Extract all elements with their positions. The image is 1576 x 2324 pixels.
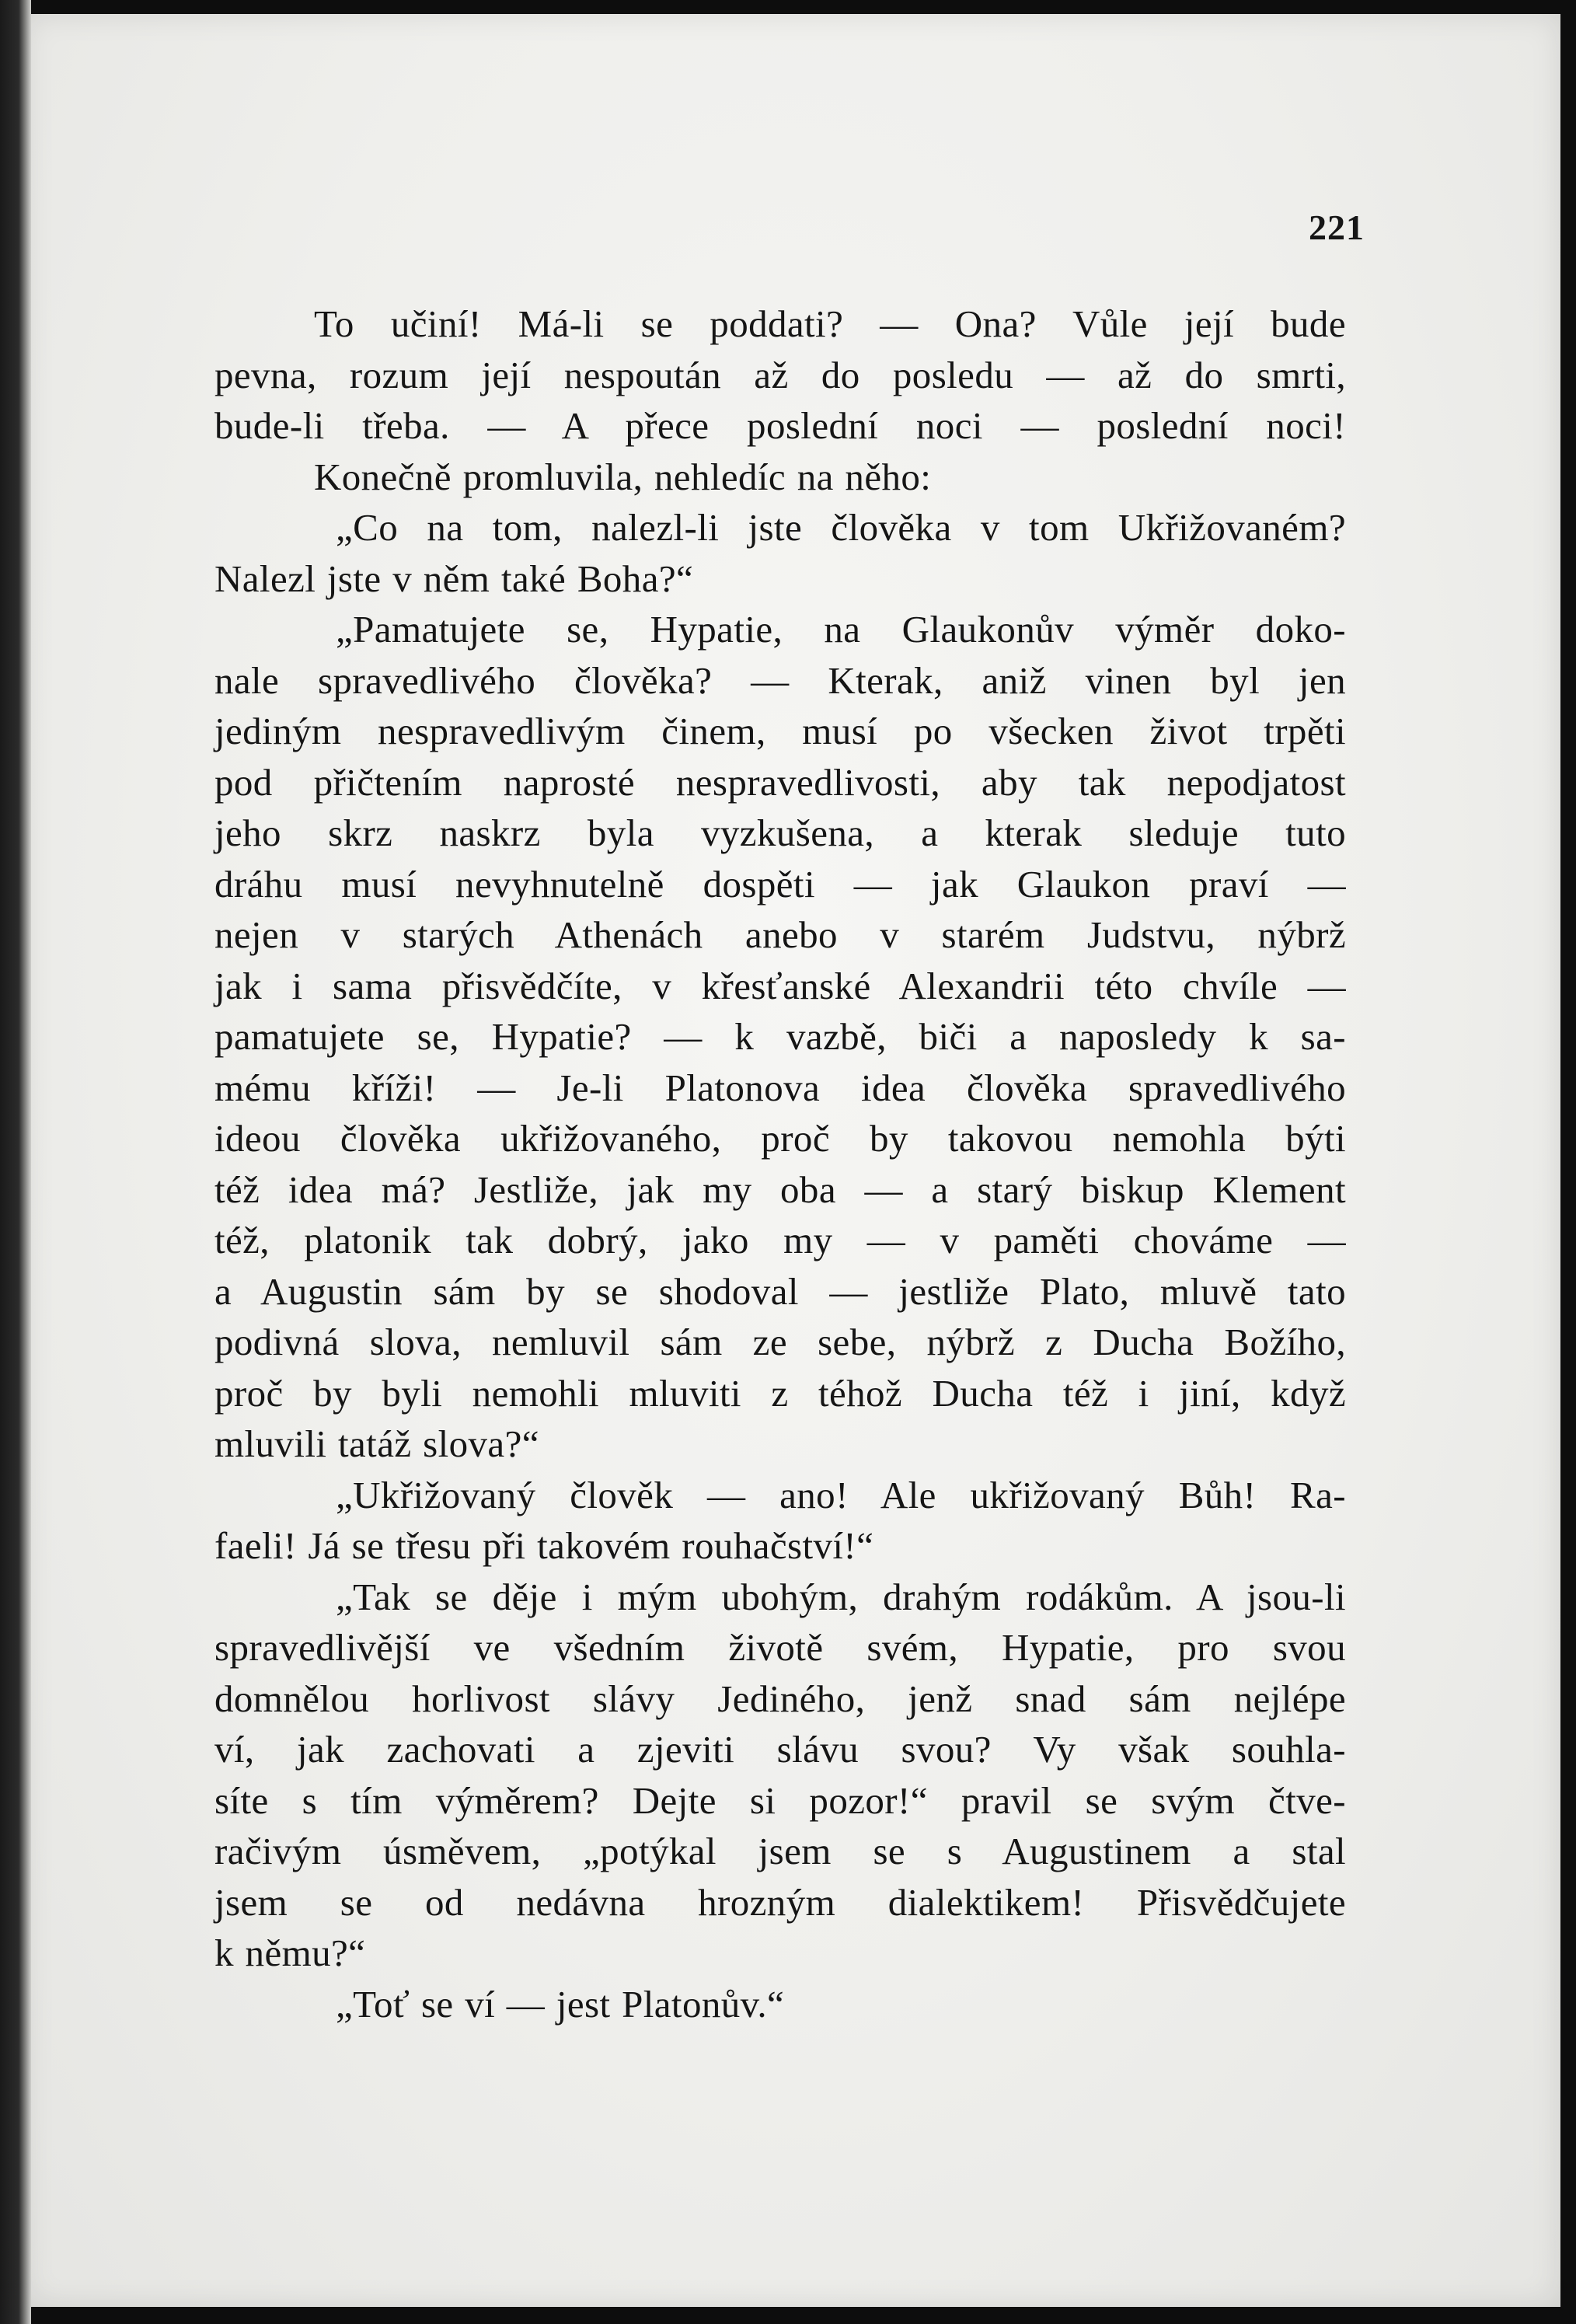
text-line: podivná slova, nemluvil sám ze sebe, nýbrž z Ducha Božího, — [214, 1321, 1346, 1363]
text-line: síte s tím výměrem? Dejte si pozor!“ pravil se svým čtve- — [214, 1778, 1346, 1822]
text-line: Konečně promluvila, nehledíc na něho: — [314, 455, 932, 498]
text-line: bude-li třeba. — A přece poslední noci — poslední noci! — [214, 404, 1346, 447]
text-line: dráhu musí nevyhnutelně dospěti — jak Glaukon praví — — [214, 862, 1346, 906]
text-line: spravedlivější ve všedním životě svém, Hypatie, pro svou — [214, 1626, 1346, 1669]
text-line: mému kříži! — Je-li Platonova idea člověka spravedlivého — [214, 1066, 1346, 1109]
text-line: a Augustin sám by se shodoval — jestliže Plato, mluvě tato — [214, 1269, 1346, 1313]
text-line: domnělou horlivost slávy Jediného, jenž snad sám nejlépe — [214, 1677, 1346, 1720]
text-line: nale spravedlivého člověka? — Kterak, aniž vinen byl jen — [214, 658, 1346, 702]
text-line: „Ukřižovaný člověk — ano! Ale ukřižovaný Bůh! Ra- — [336, 1473, 1346, 1516]
page-number: 221 — [1309, 208, 1365, 247]
text-line: proč by byli nemohli mluviti z téhož Ducha též i jiní, když — [214, 1371, 1346, 1415]
text-line: „Co na tom, nalezl-li jste člověka v tom Ukřižovaném? — [336, 506, 1346, 549]
text-line: pod přičtením naprosté nespravedlivosti, aby tak nepodjatost — [214, 760, 1346, 804]
text-line: „Pamatujete se, Hypatie, na Glaukonův výměr doko- — [336, 608, 1346, 651]
text-line: račivým úsměvem, „potýkal jsem se s Augustinem a stal — [214, 1830, 1346, 1872]
text-line: mluvili tatáž slova?“ — [214, 1422, 539, 1465]
text-line: pamatujete se, Hypatie? — k vazbě, biči a naposledy k sa- — [214, 1015, 1346, 1058]
text-line: nejen v starých Athenách anebo v starém Judstvu, nýbrž — [214, 913, 1346, 956]
text-line: k němu?“ — [214, 1931, 366, 1974]
text-line: „Tak se děje i mým ubohým, drahým rodákům. A jsou-li — [336, 1575, 1346, 1618]
text-line: To učiní! Má-li se poddati? — Ona? Vůle její bude — [314, 302, 1346, 345]
text-line: pevna, rozum její nespoután až do posledu — až do smrti, — [214, 353, 1346, 396]
body-text — [214, 298, 1346, 2029]
text-line: ideou člověka ukřižovaného, proč by takovou nemohla býti — [214, 1117, 1346, 1160]
book-spine-edge — [0, 0, 31, 2324]
text-line: Nalezl jste v něm také Boha?“ — [214, 557, 694, 600]
text-line: ví, jak zachovati a zjeviti slávu svou? Vy však souhla- — [214, 1728, 1346, 1771]
text-line: jeho skrz naskrz byla vyzkušena, a kterak sleduje tuto — [214, 811, 1346, 854]
text-line: jediným nespravedlivým činem, musí po všecken život trpěti — [214, 710, 1346, 752]
text-line: též, platonik tak dobrý, jako my — v paměti chováme — — [214, 1219, 1346, 1261]
text-line: jak i sama přisvědčíte, v křesťanské Alexandrii této chvíle — — [214, 964, 1346, 1007]
text-line: „Toť se ví — jest Platonův.“ — [336, 1982, 785, 2026]
text-line: jsem se od nedávna hrozným dialektikem! Přisvědčujete — [214, 1880, 1346, 1924]
text-line: faeli! Já se třesu při takovém rouhačství!“ — [214, 1524, 874, 1567]
text-line: též idea má? Jestliže, jak my oba — a starý biskup Klement — [214, 1167, 1346, 1211]
